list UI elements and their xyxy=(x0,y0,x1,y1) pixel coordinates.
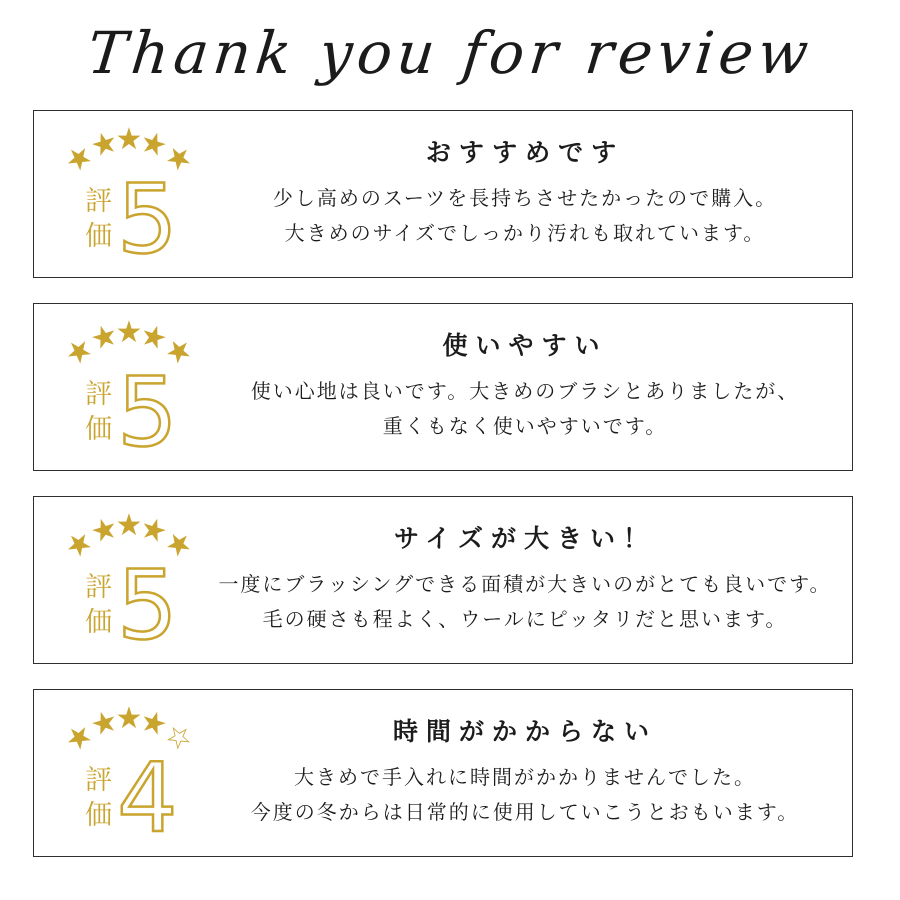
review-text-block xyxy=(214,326,836,449)
page-title: Thank you for review xyxy=(83,19,817,87)
rating-score: 5 xyxy=(117,358,178,469)
star-filled-icon: ★ xyxy=(86,704,122,744)
rating-score: 5 xyxy=(117,551,178,662)
review-body-line: 使い心地は良いです。大きめのブラシとありましたが、 xyxy=(250,380,800,403)
star-filled-icon: ★ xyxy=(57,330,100,374)
review-text-block xyxy=(214,519,836,642)
review-card xyxy=(33,496,853,664)
star-filled-icon: ★ xyxy=(136,704,172,744)
review-text-block xyxy=(214,712,836,835)
review-card xyxy=(33,303,853,471)
review-text-block xyxy=(214,133,836,256)
review-card-list xyxy=(0,106,900,857)
rating-block xyxy=(44,316,214,469)
rating-label: 評価 xyxy=(81,571,112,642)
review-card xyxy=(33,689,853,857)
star-filled-icon: ★ xyxy=(158,137,201,181)
rating-label: 評価 xyxy=(81,378,112,449)
rating-block xyxy=(44,702,214,855)
review-title: 使いやすい xyxy=(442,332,608,360)
page-header xyxy=(0,0,900,106)
star-filled-icon: ★ xyxy=(115,702,143,736)
star-filled-icon: ★ xyxy=(136,511,172,551)
star-filled-icon: ★ xyxy=(57,523,100,567)
star-filled-icon: ★ xyxy=(57,716,100,760)
review-title: サイズが大きい！ xyxy=(393,525,656,553)
score-row xyxy=(80,744,178,855)
score-row xyxy=(80,165,178,276)
rating-score: 5 xyxy=(117,165,178,276)
star-filled-icon: ★ xyxy=(86,511,122,551)
star-filled-icon: ★ xyxy=(86,125,122,165)
review-title: おすすめです xyxy=(425,139,625,167)
star-filled-icon: ★ xyxy=(115,509,143,543)
rating-label: 評価 xyxy=(81,185,112,256)
star-filled-icon: ★ xyxy=(136,318,172,358)
rating-label: 評価 xyxy=(81,764,112,835)
rating-score: 4 xyxy=(117,744,178,855)
rating-block xyxy=(44,123,214,276)
star-filled-icon: ★ xyxy=(136,125,172,165)
score-row xyxy=(80,358,178,469)
star-filled-icon: ★ xyxy=(86,318,122,358)
star-filled-icon: ★ xyxy=(57,137,100,181)
review-body-line: 一度にブラッシングできる面積が大きいのがとても良いです。 xyxy=(218,573,832,596)
review-body-line: 毛の硬さも程よく、ウールにピッタリだと思います。 xyxy=(262,608,788,631)
review-card xyxy=(33,110,853,278)
review-body-line: 大きめのサイズでしっかり汚れも取れています。 xyxy=(284,222,766,245)
star-filled-icon: ★ xyxy=(158,330,201,374)
star-outline-icon: ☆ xyxy=(158,716,201,760)
star-filled-icon: ★ xyxy=(115,123,143,157)
review-body-line: 少し高めのスーツを長持ちさせたかったので購入。 xyxy=(272,187,778,210)
star-filled-icon: ★ xyxy=(115,316,143,350)
review-title: 時間がかからない xyxy=(392,718,657,746)
review-body-line: 今度の冬からは日常的に使用していこうとおもいます。 xyxy=(250,801,800,824)
review-body-line: 大きめで手入れに時間がかかりませんでした。 xyxy=(294,766,756,789)
review-body-line: 重くもなく使いやすいです。 xyxy=(382,415,668,438)
star-filled-icon: ★ xyxy=(158,523,201,567)
score-row xyxy=(80,551,178,662)
rating-block xyxy=(44,509,214,662)
